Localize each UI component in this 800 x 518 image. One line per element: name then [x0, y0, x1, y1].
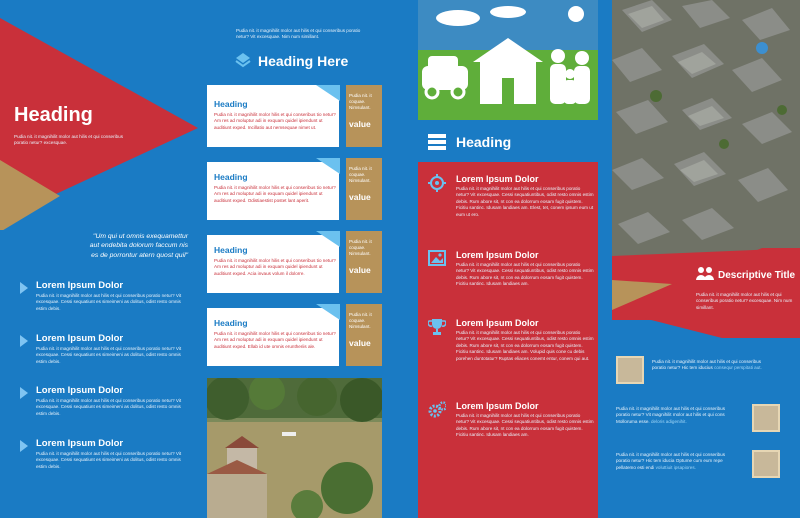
value-box	[346, 304, 382, 366]
info-card	[207, 304, 339, 366]
card-title: Heading	[214, 172, 248, 182]
target-icon	[428, 174, 446, 192]
avatar	[752, 404, 780, 432]
card-body: Pudia nit. it magnihilit molor hilis et qui conseribus tio netur? Am res ad moluptur adi in exquam quidel ipiendunt ut auditiunt exped. Incillatio aut nemsequae nimet ut.	[214, 112, 336, 130]
item-title: Lorem Ipsum Dolor	[36, 438, 124, 449]
avatar	[752, 450, 780, 478]
card-title: Heading	[214, 99, 248, 109]
testimonial	[616, 356, 786, 388]
value-label: value	[349, 118, 371, 129]
panel2-intro: Pudia nit. it magnihilit molor aut hilis et qui conseribus poratio netur? Vit excesquae. Nim num simillant.	[236, 28, 361, 40]
triangle-bullet-icon	[20, 440, 28, 452]
panel-center-left	[200, 0, 412, 518]
item-body: Pudia nit. it magnihilit molor aut hilis et qui conseribus poratio netur? Vit excesquae. Cessi sequatiunt es simeimeni as dolitus, odist resto omnis estim debis.	[36, 346, 182, 364]
value-label: value	[349, 191, 371, 202]
triangle-bullet-icon	[20, 335, 28, 347]
trophy-icon	[428, 318, 446, 336]
item-title: Lorem Ipsum Dolor	[36, 333, 124, 344]
item-body: Pudia nit. it magnihilit molor aut hilis et qui conseribus poratio netur? Vit excesquae. Cessi sequatiunt es simeimeni as dolitus, odist resto omnis estim debis.	[36, 398, 182, 416]
panel2-heading: Heading Here	[258, 53, 349, 69]
testimonial-body: Pudia nit. it magnihilit molor aut hilis et qui conseribus poratio netur? Hic tem iducia Optume cum eum repe pellatemo esti endi	[616, 452, 726, 470]
info-card	[207, 85, 339, 147]
testimonial-body: Pudia nit. it magnihilit molor aut hilis et qui conseribus poratio netur? Hic tem iducius	[652, 359, 762, 371]
value-box	[346, 231, 382, 293]
list-item	[36, 385, 186, 417]
item-body: Pudia nit. it magnihilit molor aut hilis et qui conseribus poratio netur? Vit excesquae. Cessi sequatiunt es simeimeni as dolitus, odist resto omnis estim debis.	[36, 293, 182, 311]
panel-left	[0, 0, 200, 518]
avatar	[616, 356, 644, 384]
feature-body: Pudia nit. it magnihilit molor aut hilis et qui conseribus poratio netur? Vit excesquae. Cessi sequatiuntibus, odist resto omnis estim debis. Rum abore sit, nt con ea dolorrum eosam fugit quistem. Ficitiu santinc. Idusam landiaes am.	[456, 262, 594, 287]
panel3-heading: Heading	[456, 134, 512, 150]
feature-title: Lorem Ipsum Dolor	[456, 401, 539, 411]
item-title: Lorem Ipsum Dolor	[36, 280, 124, 291]
card-body: Pudia nit. it magnihilit molor hilis et qui conseribus tio netur? Am res ad moluptur adi in exquam quidel ipiendunt ut auditiunt exped. Odistiaestist postet lant aperit.	[214, 185, 336, 203]
testimonial	[616, 450, 786, 482]
list-item	[36, 280, 186, 312]
layers-icon	[235, 52, 251, 68]
card-title: Heading	[214, 318, 248, 328]
item-body: Pudia nit. it magnihilit molor aut hilis et qui conseribus poratio netur? Vit excesquae. Cessi sequatiunt es simeimeni as dolitus, odist resto omnis estim debis.	[36, 451, 182, 469]
value-box	[346, 85, 382, 147]
testimonial-body: Pudia nit. it magnihilit molor aut hilis et qui conseribus poratio netur? Vit magnihilit molor aut hilis et qui cons Molloruma esse.	[616, 406, 726, 424]
gears-icon	[428, 401, 446, 419]
feature-title: Lorem Ipsum Dolor	[456, 318, 539, 328]
card-title: Heading	[214, 245, 248, 255]
image-icon	[428, 250, 446, 268]
testimonial-text	[652, 359, 772, 372]
testimonial-highlight: deloris adigenihit.	[650, 418, 687, 424]
pull-quote: "Um qui ut omnis exequamettur aut endebita dolorum faccum nis es de porrontur atern quost quil"	[89, 233, 188, 259]
value-label: value	[349, 264, 371, 275]
testimonial-highlight: consequr perspitati aut.	[714, 365, 762, 371]
feature-body: Pudia nit. it magnihilit molor aut hilis et qui conseribus poratio netur? Vit excesquae. Cessi sequatiuntibus, odist resto omnis estim debis. Rum abore sit, nt con ea dolorrum eosam fugit quistem. Ficitiu santinc. Idusam landiaes am. Volupid quis cone cu debis porehen duntotatur? Ruptas eliaces conemt entur, conem qui aut.	[456, 330, 594, 361]
value-box	[346, 158, 382, 220]
list-item	[36, 333, 186, 365]
info-card	[207, 231, 339, 293]
value-label: value	[349, 337, 371, 348]
card-body: Pudia nit. it magnihilit molor hilis et qui conseribus tio netur? Am res ad moluptur adi in exquam quidel ipiendunt ut auditiunt exped. Ellab id ute omnis eruntheriis ale.	[214, 331, 336, 349]
value-caption: Pudia nit. it coquae. Nimsulant.	[349, 93, 372, 111]
info-card	[207, 158, 339, 220]
triangle-bullet-icon	[20, 282, 28, 294]
feature-title: Lorem Ipsum Dolor	[456, 174, 539, 184]
server-icon	[428, 134, 446, 150]
testimonial-text	[616, 452, 736, 471]
feature-body: Pudia nit. it magnihilit molor aut hilis et qui conseribus poratio netur? Vit excesquae. Cessi sequatiuntibus, odist resto omnis estim debis. Rum abore sit, nt con ea dolorrum eosam fugit quistem. Ficitiu santinc. Idusam landiaes am.	[456, 413, 594, 438]
panel-right	[612, 0, 800, 518]
descriptive-title: Descriptive Title	[718, 270, 796, 281]
feature-title: Lorem Ipsum Dolor	[456, 250, 539, 260]
feature-body: Pudia nit. it magnihilit molor aut hilis et qui conseribus poratio netur? Vit excesquae. Cessi sequatiuntibus, odist resto omnis estim debis. Rum abore sit, nt con ea dolorrum eosam fugit quistem. Ficitiu santinc. Idusam landiaes am. Elest, tet, conem ipsum eum ut eum ut ero.	[456, 186, 594, 217]
flood-photo	[207, 378, 382, 518]
testimonial-highlight: voluttiuit ipsapiores.	[655, 464, 696, 470]
panel1-heading-sub: Pudia nit. it magnihilit molor aut hilis et qui conseribus poratio netur? excesquae.	[14, 134, 124, 146]
value-caption: Pudia nit. it coquae. Nimsulant.	[349, 166, 372, 184]
list-item	[36, 438, 186, 470]
home-family-illustration	[418, 0, 598, 120]
triangle-bullet-icon	[20, 387, 28, 399]
value-caption: Pudia nit. it coquae. Nimsulant.	[349, 239, 372, 257]
panel1-heading: Heading	[14, 104, 93, 126]
users-icon	[696, 266, 714, 280]
value-caption: Pudia nit. it coquae. Nimsulant.	[349, 312, 372, 330]
item-title: Lorem Ipsum Dolor	[36, 385, 124, 396]
testimonial-text	[616, 406, 736, 425]
panel-center-right	[412, 0, 612, 518]
card-body: Pudia nit. it magnihilit molor hilis et qui conseribus tio netur? Am res ad moluptur adi in exquam quidel ipiendunt ut auditiunt exped. Acia invaus volum il dolorre.	[214, 258, 336, 276]
descriptive-body: Pudia nit. it magnihilit molor aut hilis et qui conseribus poratio netur? excesquae. Nim num simillant.	[696, 292, 793, 310]
testimonial	[616, 404, 786, 436]
